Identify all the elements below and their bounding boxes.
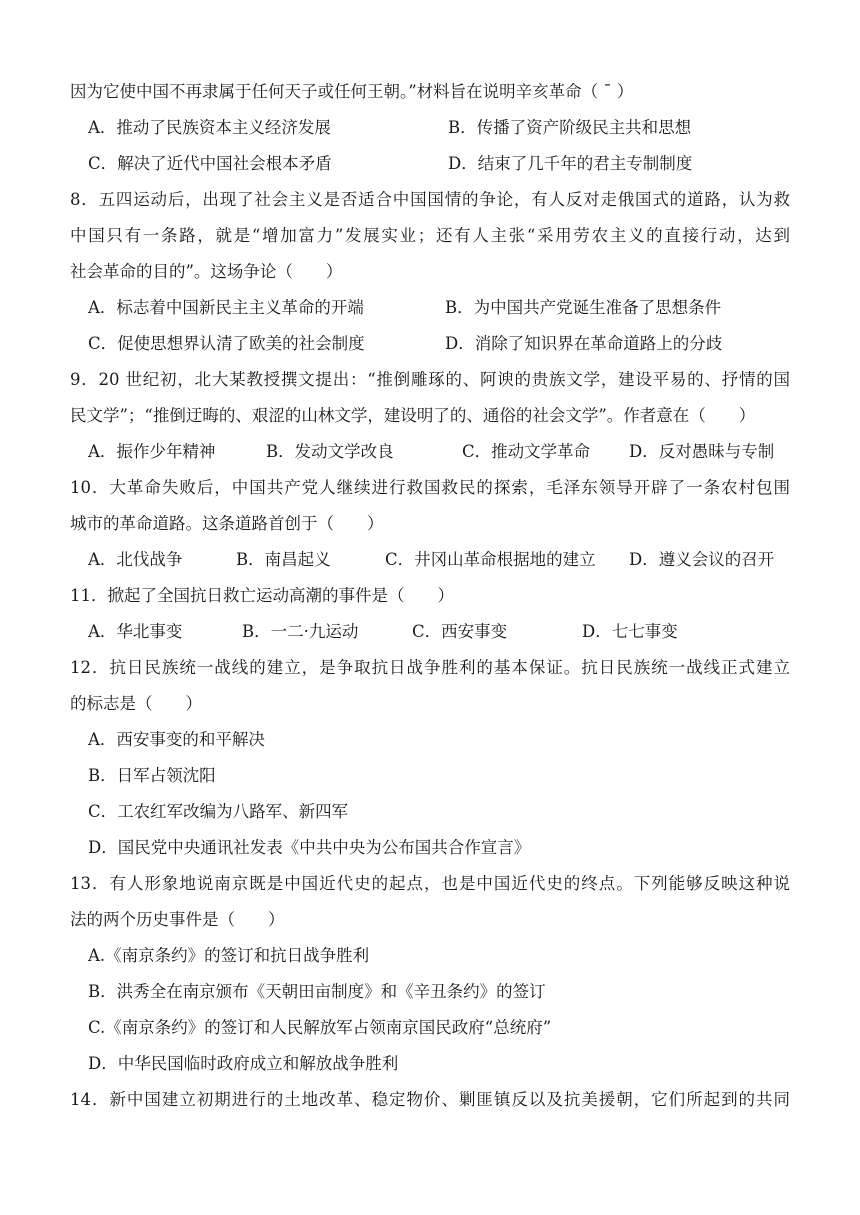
q13-option-d[interactable]: D．中华民国临时政府成立和解放战争胜利 <box>88 1054 399 1073</box>
q10-option-a[interactable]: A．北伐战争 <box>88 550 183 569</box>
q10-option-d[interactable]: D．遵义会议的召开 <box>629 550 775 569</box>
q12-stem-line-2: 的标志是（ ） <box>70 694 202 713</box>
q12-option-a[interactable]: A．西安事变的和平解决 <box>88 730 265 749</box>
q9-option-d[interactable]: D．反对愚昧与专制 <box>629 442 775 461</box>
q13-option-b[interactable]: B．洪秀全在南京颁布《天朝田亩制度》和《辛丑条约》的签订 <box>88 982 546 1001</box>
q11-option-b[interactable]: B．一二·九运动 <box>242 622 359 641</box>
q8-option-a[interactable]: A．标志着中国新民主主义革命的开端 <box>88 298 364 317</box>
q10-stem-line-1: 10．大革命失败后，中国共产党人继续进行救国救民的探索，毛泽东领导开辟了一条农村包围 <box>70 478 790 497</box>
q12-option-c[interactable]: C．工农红军改编为八路军、新四军 <box>88 802 349 821</box>
q7-tail: 因为它使中国不再隶属于任何天子或任何王朝。”材料旨在说明辛亥革命（ ˉ ） <box>70 82 634 101</box>
q7-options-row-2 <box>88 152 790 176</box>
q12-option-d[interactable]: D．国民党中央通讯社发表《中共中央为公布国共合作宣言》 <box>88 838 531 857</box>
q7-option-b[interactable]: B．传播了资产阶级民主共和思想 <box>448 118 692 137</box>
q8-stem-line-3: 社会革命的目的”。这场争论（ ） <box>70 262 343 281</box>
q8-option-c[interactable]: C．促使思想界认清了欧美的社会制度 <box>88 334 365 353</box>
q9-option-b[interactable]: B．发动文学改良 <box>266 442 394 461</box>
q8-options-row-1 <box>88 296 790 320</box>
q11-option-c[interactable]: C．西安事变 <box>412 622 508 641</box>
q8-option-b[interactable]: B．为中国共产党诞生准备了思想条件 <box>445 298 722 317</box>
q9-option-c[interactable]: C．推动文学革命 <box>462 442 591 461</box>
q8-options-row-2 <box>88 332 790 356</box>
q9-stem-line-2: 民文学”；“推倒迂晦的、艰涩的山林文学，建设明了的、通俗的社会文学”。作者意在（ ） <box>70 406 756 425</box>
q10-options-row <box>88 548 790 572</box>
q8-stem-line-2: 中国只有一条路，就是“增加富力”发展实业；还有人主张“采用劳农主义的直接行动，达到 <box>70 226 790 245</box>
q12-stem-line-1: 12．抗日民族统一战线的建立，是争取抗日战争胜利的基本保证。抗日民族统一战线正式建立 <box>70 658 790 677</box>
q10-stem-line-2: 城市的革命道路。这条道路首创于（ ） <box>70 514 384 533</box>
q13-option-c[interactable]: C.《南京条约》的签订和人民解放军占领南京国民政府“总统府” <box>88 1018 552 1037</box>
q11-option-d[interactable]: D．七七事变 <box>582 622 678 641</box>
q10-option-b[interactable]: B．南昌起义 <box>236 550 331 569</box>
q13-option-a[interactable]: A.《南京条约》的签订和抗日战争胜利 <box>88 946 370 965</box>
q11-options-row <box>88 620 790 644</box>
q11-stem-line-1: 11．掀起了全国抗日救亡运动高潮的事件是（ ） <box>70 586 454 605</box>
q9-option-a[interactable]: A．振作少年精神 <box>88 442 216 461</box>
q11-option-a[interactable]: A．华北事变 <box>88 622 183 641</box>
q13-stem-line-1: 13．有人形象地说南京既是中国近代史的起点，也是中国近代史的终点。下列能够反映这种说 <box>70 874 790 893</box>
q7-option-d[interactable]: D．结束了几千年的君主专制制度 <box>448 154 693 173</box>
q10-option-c[interactable]: C．井冈山革命根据地的建立 <box>385 550 596 569</box>
q9-options-row <box>88 440 790 464</box>
q12-option-b[interactable]: B．日军占领沈阳 <box>88 766 216 785</box>
q13-stem-line-2: 法的两个历史事件是（ ） <box>70 910 285 929</box>
q8-option-d[interactable]: D．消除了知识界在革命道路上的分歧 <box>445 334 723 353</box>
q8-stem-line-1: 8．五四运动后，出现了社会主义是否适合中国国情的争论，有人反对走俄国式的道路，认为救 <box>70 190 790 209</box>
q9-stem-line-1: 9．20 世纪初，北大某教授撰文提出：“推倒雕琢的、阿谀的贵族文学，建设平易的、抒情的国 <box>70 370 790 389</box>
q14-stem-line-1: 14．新中国建立初期进行的土地改革、稳定物价、剿匪镇反以及抗美援朝，它们所起到的共同 <box>70 1090 790 1109</box>
q7-options-row-1 <box>88 116 790 140</box>
q7-option-a[interactable]: A．推动了民族资本主义经济发展 <box>88 118 331 137</box>
q7-option-c[interactable]: C．解决了近代中国社会根本矛盾 <box>88 154 332 173</box>
